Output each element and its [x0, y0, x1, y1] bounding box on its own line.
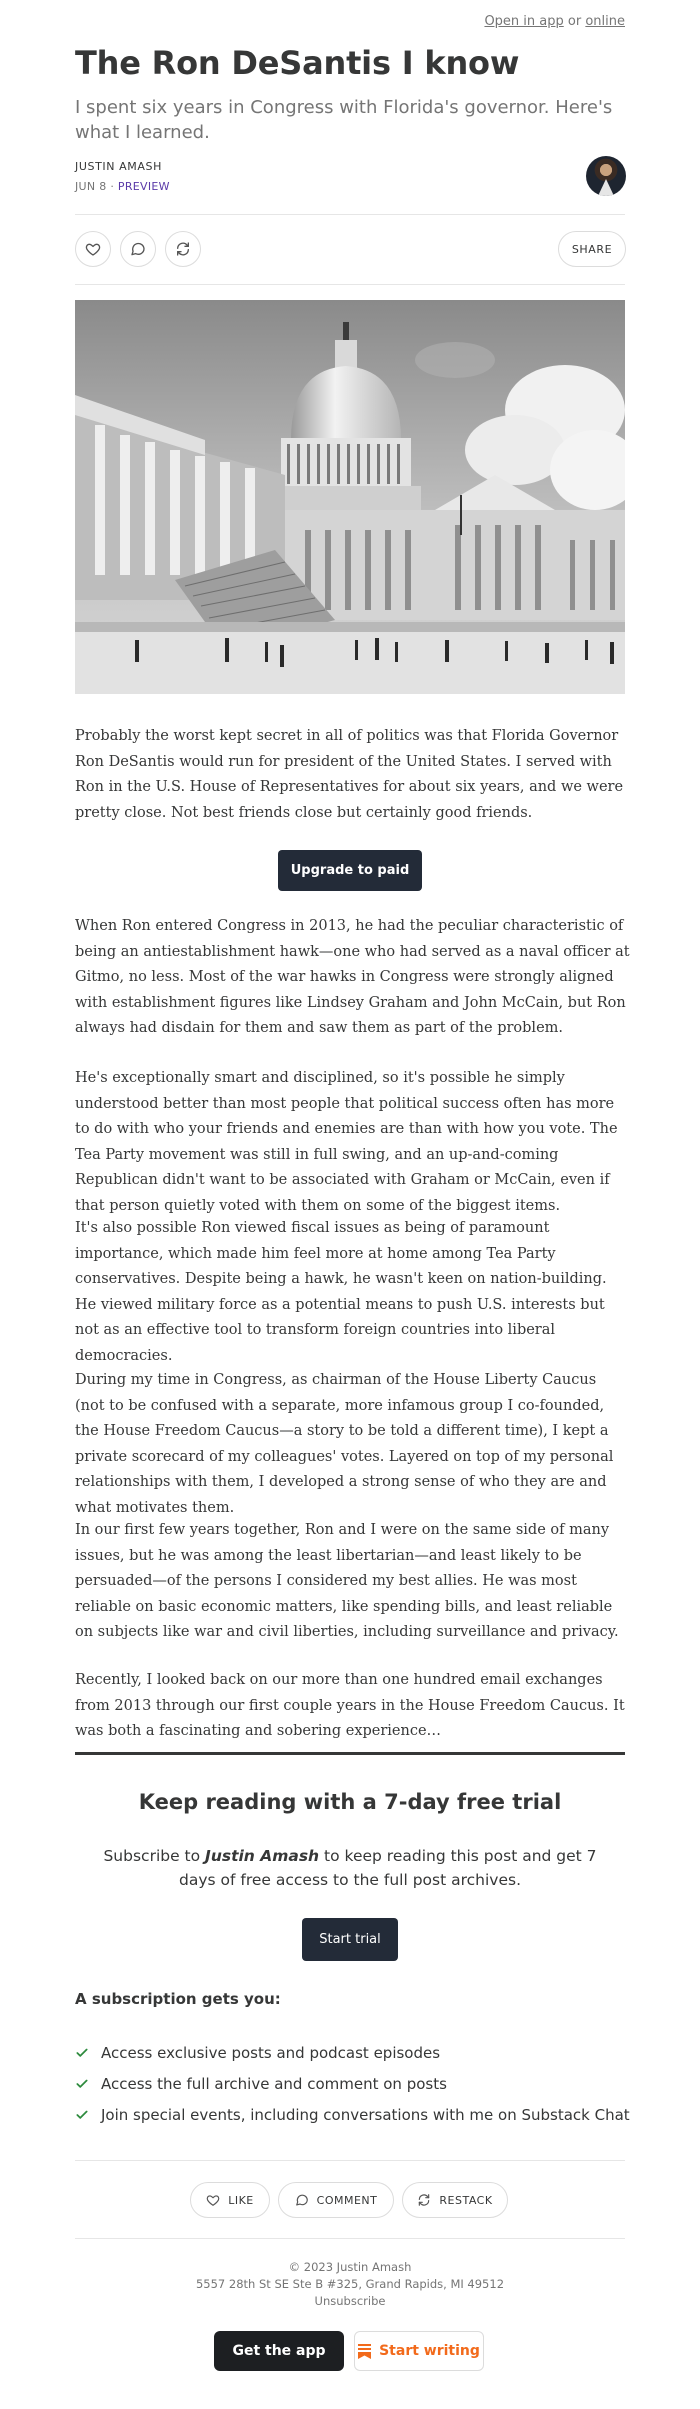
restack-label: RESTACK — [439, 2193, 493, 2207]
divider — [75, 2160, 625, 2161]
publication-author: Justin Amash — [205, 1847, 320, 1865]
benefit-text: Join special events, including conversations with me on Substack Chat — [101, 2106, 630, 2124]
author-name[interactable]: JUSTIN AMASH — [75, 160, 162, 173]
comment-button[interactable] — [120, 231, 156, 267]
benefit-item — [75, 2106, 630, 2124]
restack-pill-button[interactable] — [402, 2182, 508, 2218]
open-in-app-link[interactable]: Open in app — [484, 14, 564, 29]
body-paragraph: In our first few years together, Ron and I were on the same side of many issues, but he was among the least libertarian—and least likely to be persuaded—of the persons I considered my best allies. He was most reliable on basic economic matters, like spending bills, and least reliable on subjects like war and civil liberties, including surveillance and privacy. — [75, 1522, 619, 1640]
share-button[interactable]: SHARE — [558, 231, 626, 267]
post-meta — [75, 180, 170, 193]
heart-icon — [85, 241, 101, 257]
body-paragraph: Probably the worst kept secret in all of politics was that Florida Governor Ron DeSantis would run for president of the United States. I served with Ron in the U.S. House of Representatives for about six years, and we were pretty close. Not best friends close but certainly good friends. — [75, 728, 624, 821]
avatar[interactable] — [586, 156, 626, 196]
paywall-description — [100, 1844, 600, 1892]
or-text: or — [567, 14, 582, 29]
check-icon — [75, 2077, 89, 2091]
benefit-item — [75, 2075, 447, 2093]
divider — [75, 284, 625, 285]
post-date: JUN 8 — [75, 180, 107, 193]
body-paragraph: When Ron entered Congress in 2013, he had the peculiar characteristic of being an antiestablishment hawk—one who had served as a naval officer at Gitmo, no less. Most of the war hawks in Congress were strongly aligned with establishment figures like Lindsey Graham and John McCain, but Ron always had disdain for them and saw them as part of the problem. — [75, 918, 630, 1036]
heart-icon — [206, 2193, 220, 2207]
get-the-app-button[interactable]: Get the app — [214, 2331, 344, 2371]
upgrade-to-paid-button[interactable]: Upgrade to paid — [278, 850, 422, 891]
substack-logo-icon — [358, 2344, 371, 2359]
comment-pill-button[interactable] — [278, 2182, 394, 2218]
divider — [75, 214, 625, 215]
body-paragraph: Recently, I looked back on our more than one hundred email exchanges from 2013 through our first couple years in the House Freedom Caucus. It was both a fascinating and sobering experience… — [75, 1672, 625, 1739]
benefit-text: Access exclusive posts and podcast episodes — [101, 2044, 441, 2062]
capitol-illustration — [75, 300, 625, 694]
comment-icon — [295, 2193, 309, 2207]
open-online-link[interactable]: online — [585, 14, 625, 29]
benefits-heading: A subscription gets you: — [75, 1990, 281, 2008]
body-paragraph: During my time in Congress, as chairman of the House Liberty Caucus (not to be confused with a separate, more infamous group I co-founded, the House Freedom Caucus—a story to be told a different time), I kept a private scorecard of my colleagues' votes. Layered on top of my personal relationships with them, I developed a strong sense of who they are and what motivates them. — [75, 1372, 614, 1516]
benefit-item — [75, 2044, 440, 2062]
body-paragraph: It's also possible Ron viewed fiscal issues as being of paramount importance, which made him feel more at home among Tea Party conservatives. Despite being a hawk, he wasn't keen on nation-building. He viewed military force as a potential means to push U.S. interests but not as an effective tool to transform foreign countries into liberal democracies. — [75, 1220, 607, 1364]
body-paragraph: He's exceptionally smart and disciplined, so it's possible he simply understood better than most people that political success often has more to do with who your friends and enemies are than with how you vote. The Tea Party movement was still in full swing, and an up-and-coming Republican didn't want to be associated with Graham or McCain, even if that person quietly voted with them on some of the biggest items. — [75, 1070, 618, 1214]
like-button[interactable] — [75, 231, 111, 267]
restack-button[interactable] — [165, 231, 201, 267]
like-label: LIKE — [228, 2193, 254, 2207]
post-title[interactable]: The Ron DeSantis I know — [75, 44, 520, 82]
comment-icon — [130, 241, 146, 257]
post-subtitle: I spent six years in Congress with Florida's governor. Here's what I learned. — [75, 97, 613, 143]
subscribe-suffix: to keep reading this post and get 7 days of free access to the full post archives. — [179, 1847, 597, 1889]
subscribe-prefix: Subscribe to — [103, 1847, 206, 1865]
paywall-heading: Keep reading with a 7-day free trial — [138, 1790, 562, 1814]
footer-copyright: © 2023 Justin Amash — [288, 2260, 412, 2274]
start-writing-button[interactable] — [354, 2331, 484, 2371]
open-in-app-bar — [484, 14, 625, 29]
like-pill-button[interactable] — [190, 2182, 270, 2218]
footer-address: 5557 28th St SE Ste B #325, Grand Rapids, MI 49512 — [195, 2277, 505, 2291]
meta-separator: · — [110, 180, 115, 193]
preview-badge: PREVIEW — [117, 180, 170, 193]
restack-icon — [417, 2193, 431, 2207]
paywall-divider — [75, 1752, 625, 1755]
unsubscribe-link[interactable]: Unsubscribe — [314, 2294, 386, 2308]
comment-label: COMMENT — [316, 2193, 378, 2207]
start-trial-button[interactable]: Start trial — [302, 1918, 398, 1961]
divider — [75, 2238, 625, 2239]
benefit-text: Access the full archive and comment on posts — [101, 2075, 447, 2093]
restack-icon — [175, 241, 191, 257]
start-writing-label: Start writing — [379, 2343, 480, 2359]
check-icon — [75, 2108, 89, 2122]
hero-image — [75, 300, 625, 694]
check-icon — [75, 2046, 89, 2060]
